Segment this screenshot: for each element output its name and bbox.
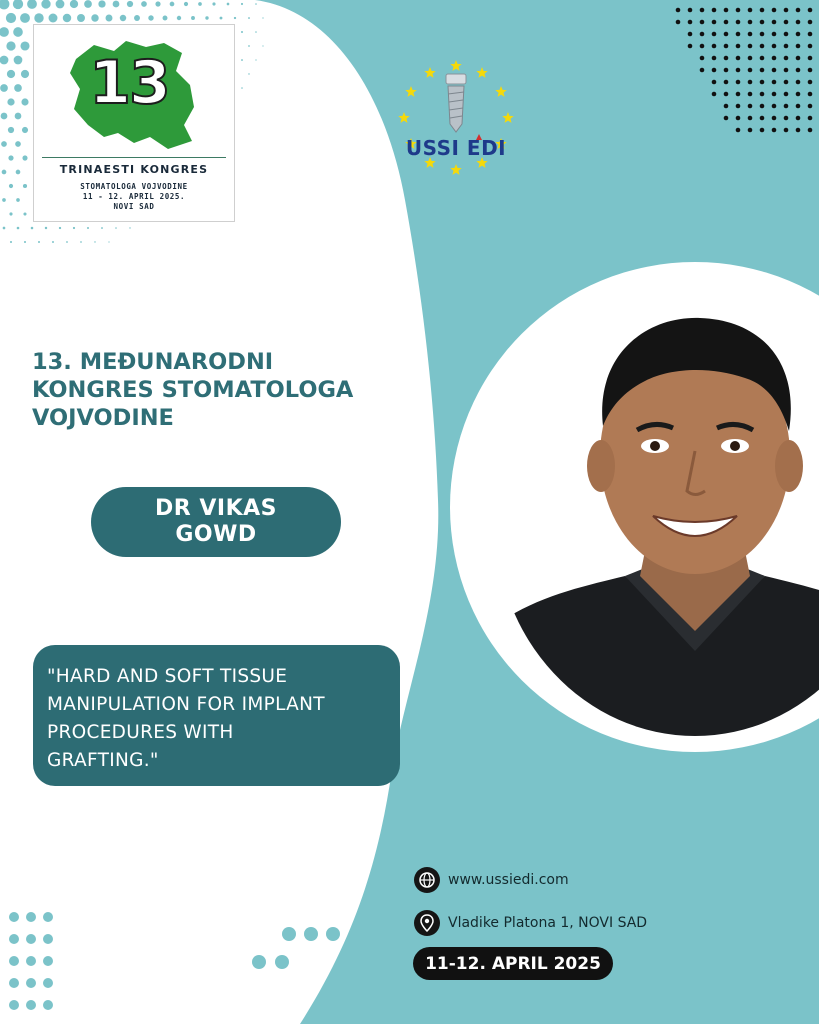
pattern-dot xyxy=(676,8,681,13)
pattern-dot xyxy=(241,59,243,61)
pattern-dot xyxy=(724,32,729,37)
pattern-dot xyxy=(184,2,188,6)
pattern-dot xyxy=(688,32,693,37)
pattern-dot xyxy=(760,104,765,109)
pattern-dot xyxy=(736,56,741,61)
pattern-dot xyxy=(255,59,256,60)
pattern-dot xyxy=(26,978,36,988)
star-icon xyxy=(495,86,506,97)
congress-title: TRINAESTI KONGRES xyxy=(59,163,209,176)
pattern-dot xyxy=(760,44,765,49)
pattern-dot xyxy=(177,16,181,20)
pattern-dot xyxy=(43,978,53,988)
pattern-dot xyxy=(760,8,765,13)
pattern-dot xyxy=(808,20,813,25)
ussi-edi-brand: USSI EDI xyxy=(405,136,507,160)
pattern-dot xyxy=(760,56,765,61)
pattern-dot xyxy=(9,184,13,188)
implant-stars-icon xyxy=(388,52,524,184)
pattern-dot xyxy=(80,241,82,243)
pattern-dot xyxy=(772,32,777,37)
pattern-dot xyxy=(724,104,729,109)
pattern-dot xyxy=(784,128,789,133)
pattern-dot xyxy=(8,127,14,133)
pattern-dot xyxy=(772,92,777,97)
pattern-dot xyxy=(255,3,257,5)
pattern-dot xyxy=(724,8,729,13)
pattern-dot xyxy=(700,32,705,37)
pattern-dot xyxy=(113,1,120,8)
pattern-dot xyxy=(9,212,12,215)
pattern-dot xyxy=(748,80,753,85)
pattern-dot xyxy=(808,104,813,109)
pattern-dot xyxy=(14,56,23,65)
pattern-dot xyxy=(241,87,243,89)
pattern-dot xyxy=(15,113,22,120)
pattern-dot xyxy=(38,241,40,243)
pattern-dot xyxy=(9,912,19,922)
pattern-dot xyxy=(52,241,54,243)
pattern-dot xyxy=(796,32,801,37)
speaker-photo xyxy=(495,306,819,736)
pattern-dot xyxy=(255,31,257,33)
pattern-dot xyxy=(808,128,813,133)
pattern-dot xyxy=(772,80,777,85)
pattern-dot xyxy=(108,241,109,242)
ussi-edi-logo xyxy=(388,52,524,184)
event-headline: 13. MEĐUNARODNI KONGRES STOMATOLOGA VOJVODINE xyxy=(32,349,354,431)
speaker-name: DR VIKAS GOWD xyxy=(155,496,277,547)
pattern-dot xyxy=(796,56,801,61)
pattern-dot xyxy=(23,184,27,188)
pattern-dot xyxy=(760,116,765,121)
pattern-dot xyxy=(688,20,693,25)
pattern-dot xyxy=(1,141,7,147)
pattern-dot xyxy=(760,128,765,133)
pattern-dot xyxy=(9,934,19,944)
pattern-dot xyxy=(808,32,813,37)
pattern-dot xyxy=(73,227,75,229)
pattern-dot xyxy=(724,116,729,121)
pattern-dot xyxy=(94,241,95,242)
pattern-dot xyxy=(808,44,813,49)
pattern-dot xyxy=(736,92,741,97)
pattern-dot xyxy=(808,56,813,61)
pattern-dot xyxy=(262,45,263,46)
location-pin-icon xyxy=(414,910,440,936)
pattern-dot xyxy=(712,92,717,97)
pattern-dot xyxy=(13,27,23,37)
pattern-dot xyxy=(796,104,801,109)
pattern-dot xyxy=(808,80,813,85)
dot-pattern-top-right xyxy=(676,8,813,133)
lecture-topic: "HARD AND SOFT TISSUE MANIPULATION FOR IMPLANT PROCEDURES WITH GRAFTING." xyxy=(47,666,325,771)
pattern-dot xyxy=(748,20,753,25)
pattern-dot xyxy=(20,41,29,50)
pattern-dot xyxy=(796,68,801,73)
pattern-dot xyxy=(26,912,36,922)
pattern-dot xyxy=(796,116,801,121)
pattern-dot xyxy=(784,116,789,121)
pattern-dot xyxy=(1,113,8,120)
pattern-dot xyxy=(84,0,92,8)
pattern-dot xyxy=(26,956,36,966)
congress-dates: 11 - 12. APRIL 2025. xyxy=(82,192,186,201)
pattern-dot xyxy=(736,44,741,49)
pattern-dot xyxy=(760,20,765,25)
pattern-dot xyxy=(170,2,175,7)
pattern-dot xyxy=(17,227,20,230)
pattern-dot xyxy=(712,32,717,37)
pattern-dot xyxy=(98,0,105,7)
congress-city: NOVI SAD xyxy=(113,202,155,211)
pattern-dot xyxy=(736,80,741,85)
pattern-dot xyxy=(26,934,36,944)
pattern-dot xyxy=(134,15,140,21)
pattern-dot xyxy=(241,31,243,33)
congress-subtitle: STOMATOLOGA VOJVODINE xyxy=(80,182,188,191)
pattern-dot xyxy=(688,44,693,49)
pattern-dot xyxy=(784,80,789,85)
pattern-dot xyxy=(34,13,43,22)
pattern-dot xyxy=(220,17,223,20)
pattern-dot xyxy=(736,68,741,73)
pattern-dot xyxy=(66,241,68,243)
address-text: Vladike Platona 1, NOVI SAD xyxy=(448,915,648,931)
pattern-dot xyxy=(700,56,705,61)
pattern-dot xyxy=(21,70,29,78)
event-date: 11-12. APRIL 2025 xyxy=(425,953,601,974)
pattern-dot xyxy=(120,15,126,21)
pattern-dot xyxy=(87,227,89,229)
pattern-dot xyxy=(712,80,717,85)
pattern-dot xyxy=(700,44,705,49)
pattern-dot xyxy=(59,227,61,229)
pattern-dot xyxy=(23,212,26,215)
pattern-dot xyxy=(784,92,789,97)
pattern-dot xyxy=(748,32,753,37)
pattern-dot xyxy=(760,32,765,37)
pattern-dot xyxy=(198,2,202,6)
congress-logo xyxy=(33,24,235,222)
pattern-dot xyxy=(748,128,753,133)
pattern-dot xyxy=(760,80,765,85)
pattern-dot xyxy=(724,80,729,85)
pattern-dot xyxy=(9,978,19,988)
website-contact[interactable] xyxy=(414,867,569,893)
star-icon xyxy=(450,164,461,175)
pattern-dot xyxy=(43,912,53,922)
pattern-dot xyxy=(784,44,789,49)
pattern-dot xyxy=(155,1,160,6)
pattern-dot xyxy=(101,227,103,229)
pattern-dot xyxy=(784,8,789,13)
pattern-dot xyxy=(70,0,78,8)
pattern-dot xyxy=(15,141,21,147)
pattern-dot xyxy=(688,8,693,13)
pattern-dot xyxy=(712,44,717,49)
pattern-dot xyxy=(241,3,243,5)
pattern-dot xyxy=(163,16,168,21)
pattern-dot xyxy=(127,1,133,7)
pattern-dot xyxy=(736,128,741,133)
pattern-dot xyxy=(712,20,717,25)
pattern-dot xyxy=(808,8,813,13)
pattern-dot xyxy=(676,20,681,25)
pattern-dot xyxy=(26,1000,36,1010)
website-link[interactable]: www.ussiedi.com xyxy=(448,872,569,888)
pattern-dot xyxy=(6,41,15,50)
pattern-dot xyxy=(736,8,741,13)
pattern-dot xyxy=(796,80,801,85)
pattern-dot xyxy=(724,56,729,61)
pattern-dot xyxy=(56,0,65,8)
pattern-dot xyxy=(748,116,753,121)
star-icon xyxy=(502,112,513,123)
pattern-dot xyxy=(63,14,71,22)
pattern-dot xyxy=(43,956,53,966)
star-icon xyxy=(405,86,416,97)
pattern-dot xyxy=(796,128,801,133)
pattern-dot xyxy=(748,8,753,13)
star-icon xyxy=(424,67,435,78)
pattern-dot xyxy=(77,14,85,22)
pattern-dot xyxy=(43,934,53,944)
pattern-dot xyxy=(148,15,153,20)
pattern-dot xyxy=(16,198,20,202)
pattern-dot xyxy=(14,84,22,92)
pattern-dot xyxy=(712,56,717,61)
pattern-dot xyxy=(724,20,729,25)
pattern-dot xyxy=(22,155,27,160)
pattern-dot xyxy=(106,15,113,22)
pattern-dot xyxy=(700,8,705,13)
star-icon xyxy=(398,112,409,123)
pattern-dot xyxy=(796,44,801,49)
pattern-dot xyxy=(191,16,195,20)
pattern-dot xyxy=(700,68,705,73)
speaker-name-badge xyxy=(91,487,341,557)
event-date-badge xyxy=(413,947,613,980)
pattern-dot xyxy=(724,44,729,49)
pattern-dot xyxy=(129,227,130,228)
pattern-dot xyxy=(700,20,705,25)
pattern-dot xyxy=(772,104,777,109)
pattern-dot xyxy=(784,68,789,73)
pattern-dot xyxy=(772,128,777,133)
pattern-dot xyxy=(3,227,6,230)
pattern-dot xyxy=(712,68,717,73)
star-icon xyxy=(476,67,487,78)
pattern-dot xyxy=(796,20,801,25)
pattern-dot xyxy=(49,14,58,23)
pattern-dot xyxy=(2,198,6,202)
pattern-dot xyxy=(748,44,753,49)
pattern-dot xyxy=(772,44,777,49)
pattern-dot xyxy=(22,127,28,133)
pattern-dot xyxy=(724,68,729,73)
pattern-dot xyxy=(10,241,12,243)
pattern-dot xyxy=(772,68,777,73)
pattern-dot xyxy=(760,92,765,97)
pattern-dot xyxy=(736,104,741,109)
pattern-dot xyxy=(7,70,15,78)
globe-icon xyxy=(414,867,440,893)
pattern-dot xyxy=(808,116,813,121)
lecture-topic-box xyxy=(33,645,400,786)
pattern-dot xyxy=(748,104,753,109)
pattern-dot xyxy=(24,241,26,243)
pattern-dot xyxy=(16,170,21,175)
pattern-dot xyxy=(748,68,753,73)
pattern-dot xyxy=(45,227,47,229)
pattern-dot xyxy=(712,8,717,13)
pattern-dot xyxy=(43,1000,53,1010)
star-icon xyxy=(450,60,461,71)
pattern-dot xyxy=(212,2,215,5)
pattern-dot xyxy=(736,116,741,121)
pattern-dot xyxy=(796,92,801,97)
pattern-dot xyxy=(748,56,753,61)
pattern-dot xyxy=(736,32,741,37)
pattern-dot xyxy=(760,68,765,73)
pattern-dot xyxy=(20,13,30,23)
pattern-dot xyxy=(784,20,789,25)
pattern-dot xyxy=(9,1000,19,1010)
pattern-dot xyxy=(772,56,777,61)
address-contact xyxy=(414,910,647,936)
pattern-dot xyxy=(772,8,777,13)
pattern-dot xyxy=(808,92,813,97)
pattern-dot xyxy=(141,1,147,7)
pattern-dot xyxy=(91,14,98,21)
pattern-dot xyxy=(772,116,777,121)
pattern-dot xyxy=(796,8,801,13)
pattern-dot xyxy=(784,32,789,37)
congress-number: 13 xyxy=(89,48,169,118)
pattern-dot xyxy=(808,68,813,73)
pattern-dot xyxy=(7,98,14,105)
pattern-dot xyxy=(31,227,34,230)
pattern-dot xyxy=(6,13,16,23)
pattern-dot xyxy=(0,56,8,65)
pattern-dot xyxy=(115,227,117,229)
pattern-dot xyxy=(772,20,777,25)
pattern-dot xyxy=(0,84,8,92)
pattern-dot xyxy=(2,170,7,175)
pattern-dot xyxy=(748,92,753,97)
pattern-dot xyxy=(205,16,208,19)
pattern-dot xyxy=(784,56,789,61)
pattern-dot xyxy=(234,17,236,19)
pattern-dot xyxy=(724,92,729,97)
pattern-dot xyxy=(248,73,249,74)
pattern-dot xyxy=(9,956,19,966)
dental-implant-icon xyxy=(446,74,466,132)
pattern-dot xyxy=(8,155,13,160)
logo-divider xyxy=(42,157,226,158)
pattern-dot xyxy=(21,98,28,105)
pattern-dot xyxy=(784,104,789,109)
pattern-dot xyxy=(248,17,250,19)
pattern-dot xyxy=(227,3,230,6)
pattern-dot xyxy=(262,17,263,18)
pattern-dot xyxy=(248,45,250,47)
pattern-dot xyxy=(736,20,741,25)
